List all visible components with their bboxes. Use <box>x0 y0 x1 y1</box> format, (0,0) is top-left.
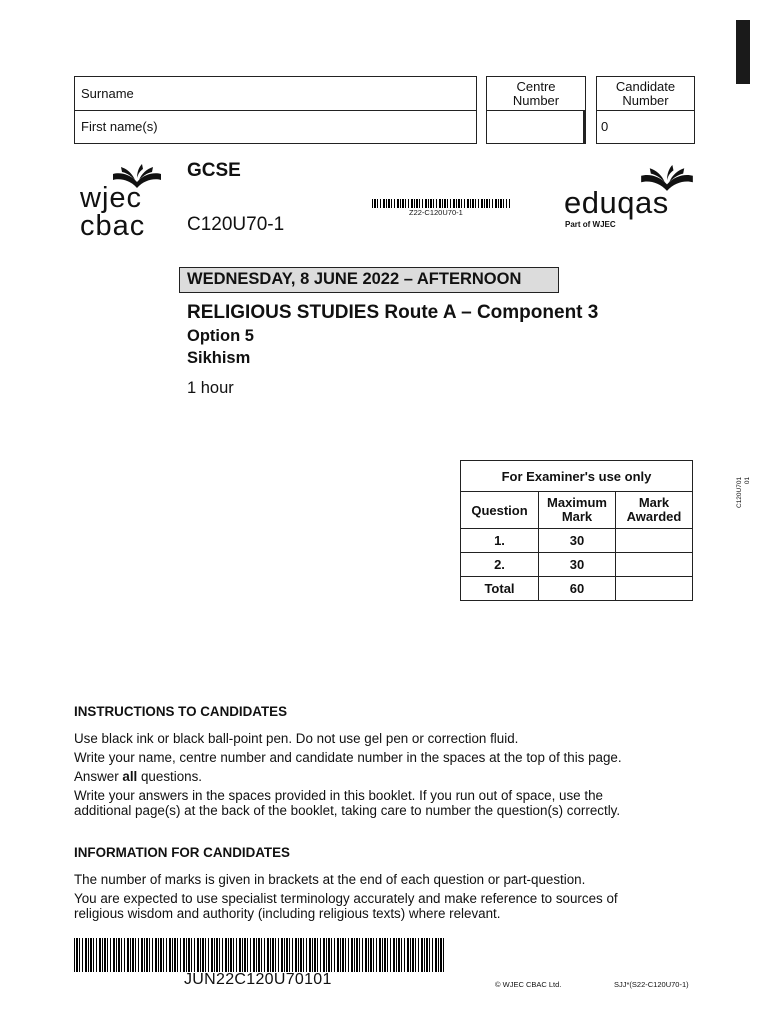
subject-bold: RELIGIOUS STUDIES <box>187 302 380 323</box>
row-max: 30 <box>539 553 616 577</box>
eduqas-logo <box>564 165 688 233</box>
examiner-table-title: For Examiner's use only <box>461 461 693 492</box>
exam-date-banner <box>179 267 559 293</box>
candidate-number-field[interactable] <box>596 110 695 144</box>
page-edge-tab <box>736 20 750 84</box>
eduqas-subtext: Part of WJEC <box>565 220 616 229</box>
col-awarded-header <box>616 492 693 529</box>
cbac-text: cbac <box>80 210 146 242</box>
exam-topic: Sikhism <box>187 349 251 367</box>
information-section <box>74 845 694 921</box>
exam-date: WEDNESDAY, 8 JUNE 2022 – AFTERNOON <box>187 270 522 288</box>
page-barcode-text: JUN22C120U70101 <box>184 971 332 988</box>
exam-subject <box>187 302 598 324</box>
side-code <box>736 470 756 510</box>
instruction-line <box>74 769 694 784</box>
subject-rest: Route A – Component 3 <box>379 302 599 323</box>
col-awarded-header-line2: Awarded <box>626 509 682 524</box>
instructions-heading: INSTRUCTIONS TO CANDIDATES <box>74 704 288 719</box>
candidate-label-line1: Candidate <box>615 79 676 94</box>
col-question-header: Question <box>461 492 539 529</box>
surname-field[interactable] <box>74 76 477 111</box>
row-awarded[interactable] <box>616 553 693 577</box>
row-max: 60 <box>539 577 616 601</box>
centre-number-field[interactable] <box>486 110 586 144</box>
information-line: religious wisdom and authority (including religious texts) where relevant. <box>74 906 501 921</box>
answer-all: all <box>122 769 138 784</box>
centre-number-header <box>486 76 586 111</box>
col-awarded-header-line1: Mark <box>638 495 670 510</box>
instruction-line: Write your name, centre number and candidate number in the spaces at the top of this page. <box>74 750 622 765</box>
row-question: Total <box>461 577 539 601</box>
information-heading: INFORMATION FOR CANDIDATES <box>74 845 290 860</box>
centre-label-line1: Centre <box>516 79 556 94</box>
table-row <box>461 529 693 553</box>
answer-post: questions. <box>137 769 203 784</box>
centre-label-line2: Number <box>512 93 560 108</box>
instruction-line: additional page(s) at the back of the booklet, taking care to number the question(s) correctly. <box>74 803 621 818</box>
candidate-label-line2: Number <box>622 93 669 108</box>
col-max-header-line1: Maximum <box>547 495 607 510</box>
candidate-number-value: 0 <box>601 119 609 134</box>
examiner-table <box>460 460 693 601</box>
instruction-line: Use black ink or black ball-point pen. Do not use gel pen or correction fluid. <box>74 731 519 746</box>
surname-label: Surname <box>81 86 134 101</box>
row-question: 2. <box>461 553 539 577</box>
row-awarded[interactable] <box>616 529 693 553</box>
side-code-line1: C120U701 <box>736 476 743 508</box>
exam-barcode <box>372 199 510 208</box>
page-barcode <box>74 938 446 972</box>
copyright: © WJEC CBAC Ltd. <box>495 980 562 989</box>
row-awarded[interactable] <box>616 577 693 601</box>
exam-level: GCSE <box>187 160 241 181</box>
exam-barcode-text: Z22-C120U70-1 <box>409 208 463 217</box>
table-row <box>461 553 693 577</box>
table-row <box>461 577 693 601</box>
firstname-field[interactable] <box>74 110 477 144</box>
information-line: You are expected to use specialist terminology accurately and make reference to sources of <box>74 891 618 906</box>
candidate-number-header <box>596 76 695 111</box>
row-question: 1. <box>461 529 539 553</box>
firstname-label: First name(s) <box>81 119 158 134</box>
col-max-header <box>539 492 616 529</box>
exam-option: Option 5 <box>187 327 254 345</box>
answer-pre: Answer <box>74 769 123 784</box>
instructions-section <box>74 704 694 818</box>
exam-code: C120U70-1 <box>187 214 285 235</box>
row-max: 30 <box>539 529 616 553</box>
paper-reference: SJJ*(S22-C120U70-1) <box>614 980 689 989</box>
information-line: The number of marks is given in brackets at the end of each question or part-question. <box>74 872 586 887</box>
col-max-header-line2: Mark <box>561 509 593 524</box>
wjec-text: wjec <box>80 182 143 214</box>
wjec-cbac-logo <box>80 164 162 244</box>
instruction-line: Write your answers in the spaces provided in this booklet. If you run out of space, use the <box>74 788 603 803</box>
eduqas-text: eduqas <box>564 185 669 220</box>
exam-duration: 1 hour <box>187 379 234 397</box>
side-code-line2: 01 <box>744 476 751 485</box>
